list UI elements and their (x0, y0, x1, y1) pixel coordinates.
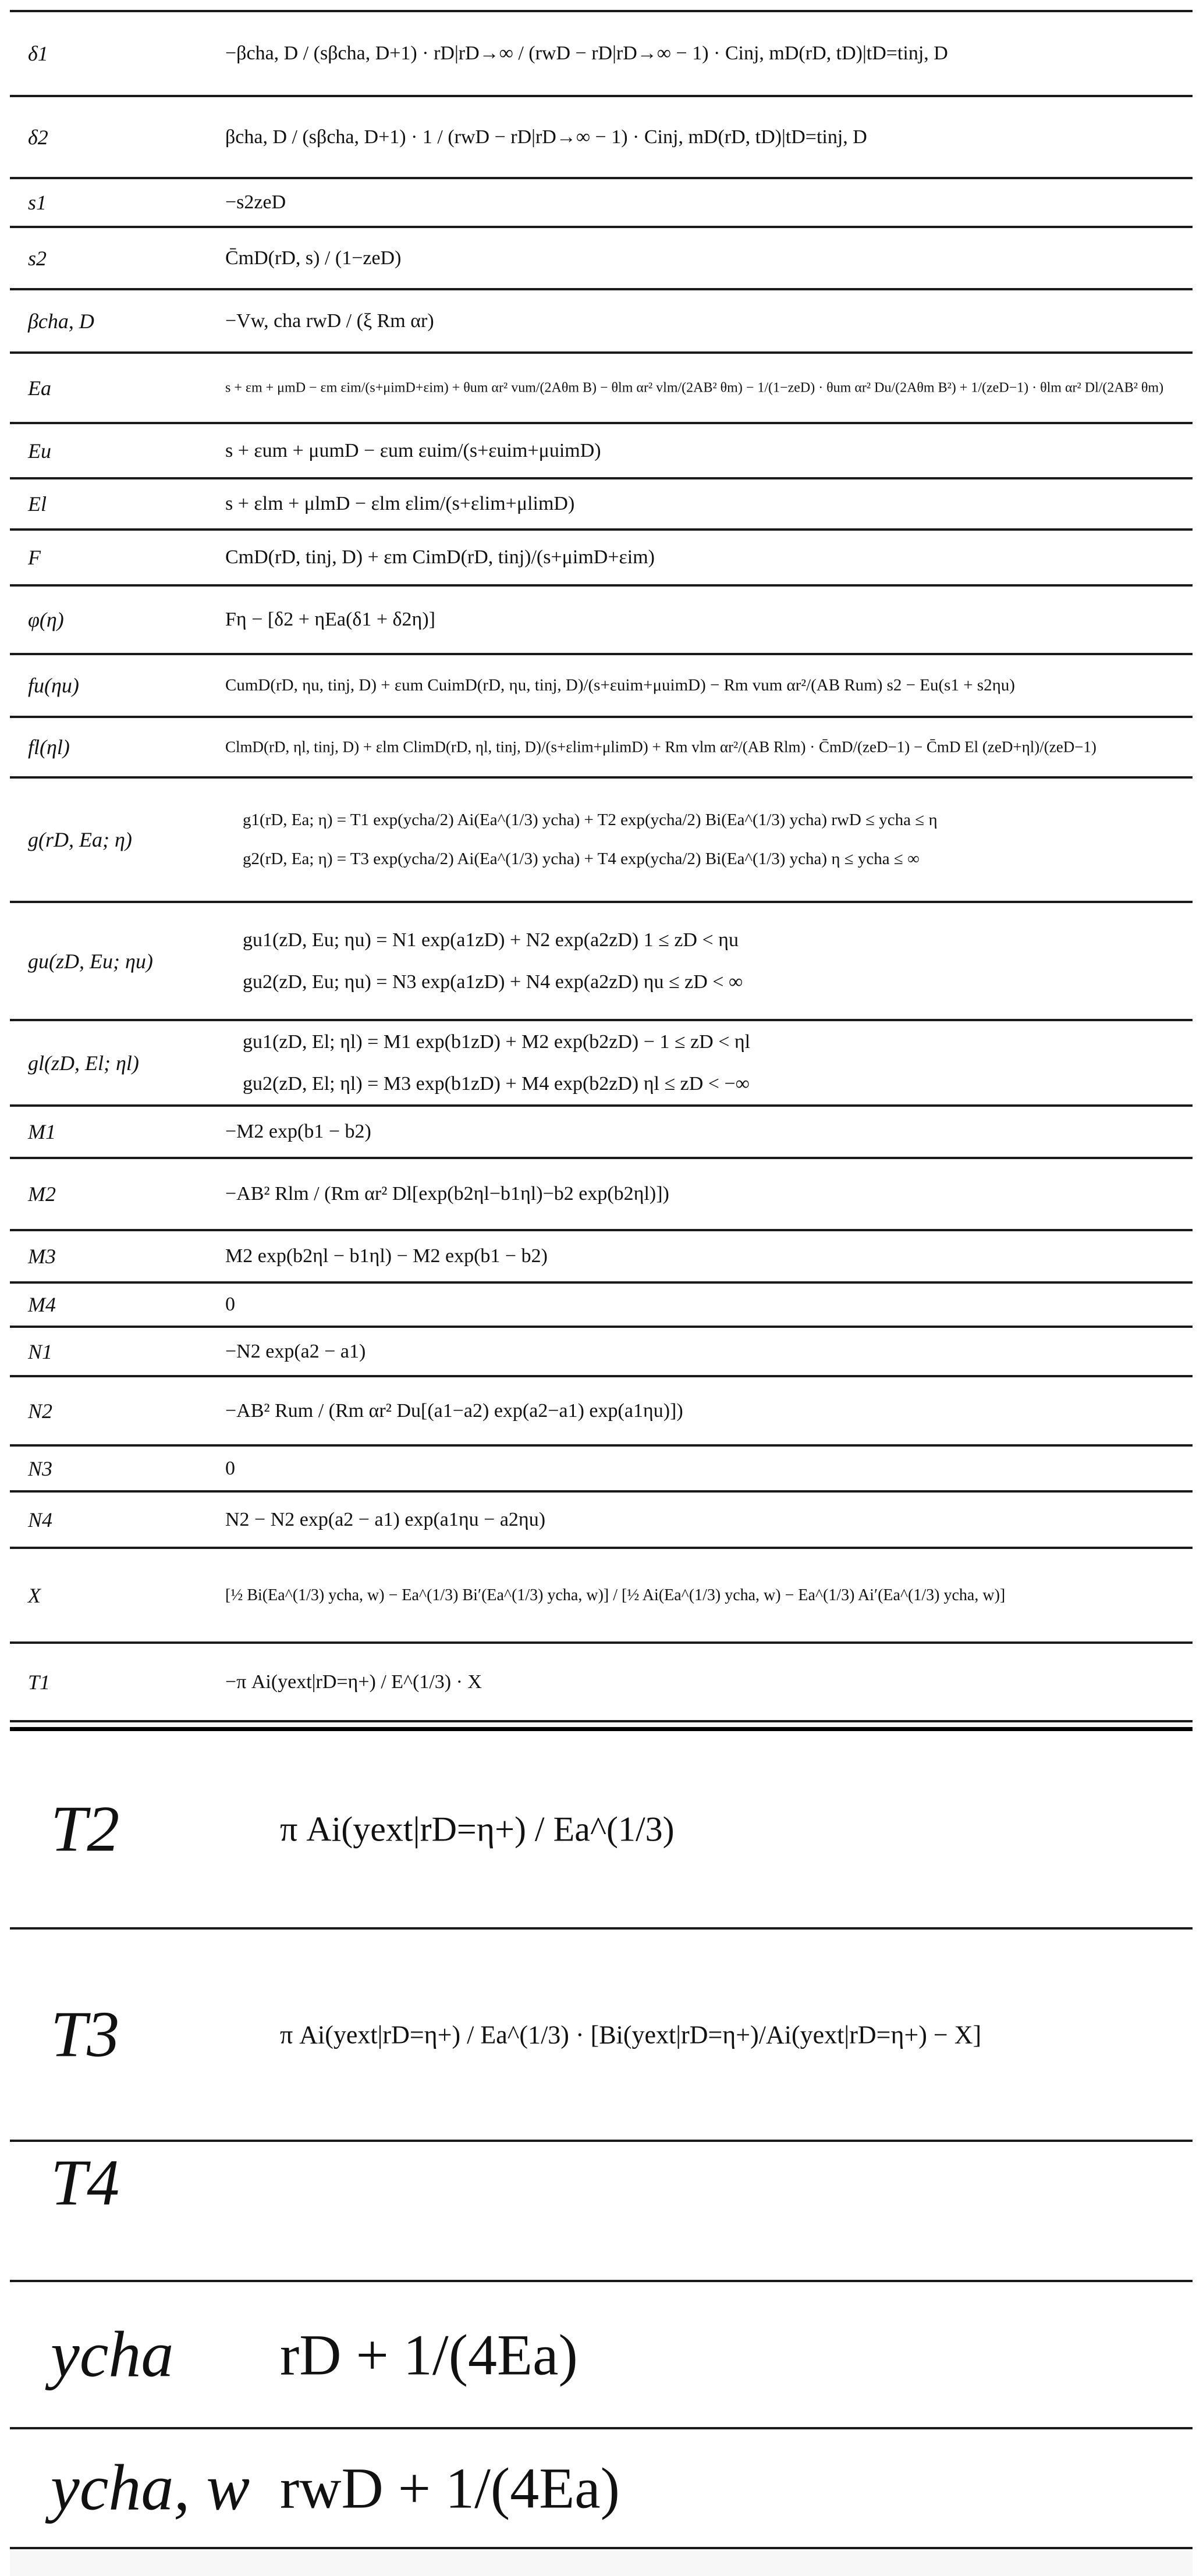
row-symbol: s2 (28, 246, 47, 270)
row-expression-cases (243, 811, 938, 869)
row-symbol: fu(ηu) (28, 674, 79, 697)
row-symbol: F (28, 546, 41, 569)
row-expression: βcha, D / (sβcha, D+1) · 1 / (rwD − rD|rD→∞ − 1) · Cinj, mD(rD, tD)|tD=tinj, D (225, 126, 867, 148)
row-symbol: Eu (28, 439, 51, 463)
row-expression: π Ai(yext|rD=η+) / Ea^(1/3) (280, 1810, 675, 1848)
row-symbol: T2 (51, 1793, 120, 1865)
table-row (10, 587, 1193, 653)
table-row (10, 479, 1193, 528)
table-row (10, 2429, 1193, 2547)
row-symbol: M1 (28, 1120, 56, 1143)
table-row (10, 1493, 1193, 1547)
row-symbol: M3 (28, 1245, 56, 1268)
case-line: g2(rD, Ea; η) = T3 exp(ycha/2) Ai(Ea^(1/3) ycha) + T4 exp(ycha/2) Bi(Ea^(1/3) ycha) η ≤ ycha ≤ ∞ (243, 850, 920, 868)
row-symbol: ycha, w (51, 2451, 250, 2524)
row-expression: rwD + 1/(4Ea) (280, 2456, 620, 2521)
row-symbol: N2 (28, 1399, 53, 1423)
row-expression: −βcha, D / (sβcha, D+1) · rD|rD→∞ / (rwD − rD|rD→∞ − 1) · Cinj, mD(rD, tD)|tD=tinj, D (225, 42, 948, 64)
row-expression-cases (243, 929, 743, 993)
table-row (10, 1447, 1193, 1490)
row-expression: N2 − N2 exp(a2 − a1) exp(a1ηu − a2ηu) (225, 1508, 546, 1530)
row-expression: rD + 1/(4Ea) (280, 2322, 578, 2387)
table-row (10, 1549, 1193, 1641)
case-line: gu1(zD, El; ηl) = M1 exp(b1zD) + M2 exp(b2zD) − 1 ≤ zD < ηl (243, 1031, 751, 1053)
row-symbol: T4 (51, 2147, 120, 2219)
row-expression: M2 exp(b2ηl − b1ηl) − M2 exp(b1 − b2) (225, 1245, 548, 1267)
table-row (10, 718, 1193, 776)
table-row (10, 424, 1193, 477)
row-symbol: δ2 (28, 125, 48, 149)
row-symbol: M4 (28, 1293, 56, 1316)
case-line: gu2(zD, Eu; ηu) = N3 exp(a1zD) + N4 exp(a2zD) ηu ≤ zD < ∞ (243, 971, 743, 993)
table-row (10, 1328, 1193, 1375)
table-row (10, 97, 1193, 177)
table-row (10, 655, 1193, 716)
row-symbol: fl(ηl) (28, 736, 70, 759)
table-row (10, 531, 1193, 584)
table-row (10, 228, 1193, 288)
table-row (10, 1231, 1193, 1281)
row-expression: Fη − [δ2 + ηEa(δ1 + δ2η)] (225, 609, 435, 630)
table-row (10, 12, 1193, 95)
row-expression: CumD(rD, ηu, tinj, D) + εum CuimD(rD, ηu, tinj, D)/(s+εuim+μuimD) − Rm vum αr²/(AB Rum) s2 − Eu(s1 + s2ηu) (225, 676, 1015, 695)
table-row (10, 354, 1193, 422)
row-expression: −AB² Rum / (Rm αr² Du[(a1−a2) exp(a2−a1) exp(a1ηu)]) (225, 1399, 683, 1422)
row-expression: −AB² Rlm / (Rm αr² Dl[exp(b2ηl−b1ηl)−b2 exp(b2ηl)]) (225, 1183, 669, 1204)
row-symbol: gu(zD, Eu; ηu) (28, 949, 153, 973)
row-symbol: T3 (51, 1998, 120, 2070)
table-row (10, 1021, 1193, 1104)
row-expression: −π Ai(yext|rD=η+) / E^(1/3) · X (225, 1671, 482, 1693)
row-expression: s + εum + μumD − εum εuim/(s+εuim+μuimD) (225, 439, 601, 461)
row-expression: −N2 exp(a2 − a1) (225, 1340, 366, 1362)
page-gap-band (10, 1722, 1193, 1727)
row-expression: −M2 exp(b1 − b2) (225, 1121, 371, 1142)
table-bottom-rule (10, 2547, 1193, 2549)
table-row (10, 1731, 1193, 1927)
row-expression-cases (243, 1031, 750, 1095)
table-row (10, 1107, 1193, 1157)
row-symbol: T1 (28, 1670, 51, 1694)
table-row (10, 179, 1193, 226)
table-row (10, 2142, 1193, 2280)
table-row (10, 1644, 1193, 1720)
table-row (10, 1284, 1193, 1326)
table-row (10, 1930, 1193, 2140)
row-symbol: N4 (28, 1508, 53, 1532)
row-expression: 0 (225, 1294, 235, 1315)
row-expression: C̄mD(rD, s) / (1−zeD) (225, 247, 402, 269)
row-expression: [½ Bi(Ea^(1/3) ycha, w) − Ea^(1/3) Bi′(Ea^(1/3) ycha, w)] / [½ Ai(Ea^(1/3) ycha, w) − Ea^(1/3) Ai′(Ea^(1/3) ycha, w)] (225, 1586, 1006, 1604)
case-line: gu2(zD, El; ηl) = M3 exp(b1zD) + M4 exp(b2zD) ηl ≤ zD < −∞ (243, 1072, 750, 1095)
row-symbol: δ1 (28, 42, 48, 65)
table-row (10, 1159, 1193, 1229)
row-symbol: gl(zD, El; ηl) (28, 1051, 139, 1075)
row-symbol: ycha (51, 2318, 174, 2390)
row-symbol: N1 (28, 1339, 53, 1363)
row-expression: s + εm + μmD − εm εim/(s+μimD+εim) + θum αr² vum/(2Aθm B) − θlm αr² vlm/(2AB² θm) − 1/(1−zeD) · θum αr² Du/(2Aθm B²) + 1/(zeD−1) · θlm αr² Dl/(2AB² θm) (225, 380, 1164, 395)
row-symbol: βcha, D (28, 309, 94, 333)
row-symbol: El (28, 492, 47, 516)
row-expression: s + εlm + μlmD − εlm εlim/(s+εlim+μlimD) (225, 493, 575, 514)
table-row (10, 290, 1193, 351)
row-expression: 0 (225, 1457, 235, 1479)
row-symbol: N3 (28, 1456, 53, 1480)
row-expression: −s2zeD (225, 191, 286, 213)
row-expression: CmD(rD, tinj, D) + εm CimD(rD, tinj)/(s+μimD+εim) (225, 546, 655, 568)
row-symbol: s1 (28, 191, 47, 214)
row-symbol: g(rD, Ea; η) (28, 828, 132, 851)
case-line: g1(rD, Ea; η) = T1 exp(ycha/2) Ai(Ea^(1/3) ycha) + T2 exp(ycha/2) Bi(Ea^(1/3) ycha) rwD ≤ ycha ≤ η (243, 811, 938, 829)
row-expression: ClmD(rD, ηl, tinj, D) + εlm ClimD(rD, ηl, tinj, D)/(s+εlim+μlimD) + Rm vlm αr²/(AB Rlm) · C̄mD/(zeD−1) − C̄mD El (zeD+ηl)/(zeD−1) (225, 738, 1096, 756)
row-expression: −Vw, cha rwD / (ξ Rm αr) (225, 310, 434, 332)
table-row (10, 1377, 1193, 1444)
table-row (10, 2282, 1193, 2427)
table-row (10, 903, 1193, 1019)
row-symbol: X (28, 1583, 41, 1607)
case-line: gu1(zD, Eu; ηu) = N1 exp(a1zD) + N2 exp(a2zD) 1 ≤ zD < ηu (243, 929, 739, 951)
table-top-rule-big (10, 1727, 1193, 1731)
row-symbol: φ(η) (28, 608, 64, 631)
row-expression: π Ai(yext|rD=η+) / Ea^(1/3) · [Bi(yext|rD=η+)/Ai(yext|rD=η+) − X] (280, 2020, 982, 2049)
table-row (10, 779, 1193, 901)
row-symbol: M2 (28, 1182, 56, 1206)
page-bottom-band (10, 2550, 1193, 2576)
row-symbol: Ea (28, 376, 51, 400)
